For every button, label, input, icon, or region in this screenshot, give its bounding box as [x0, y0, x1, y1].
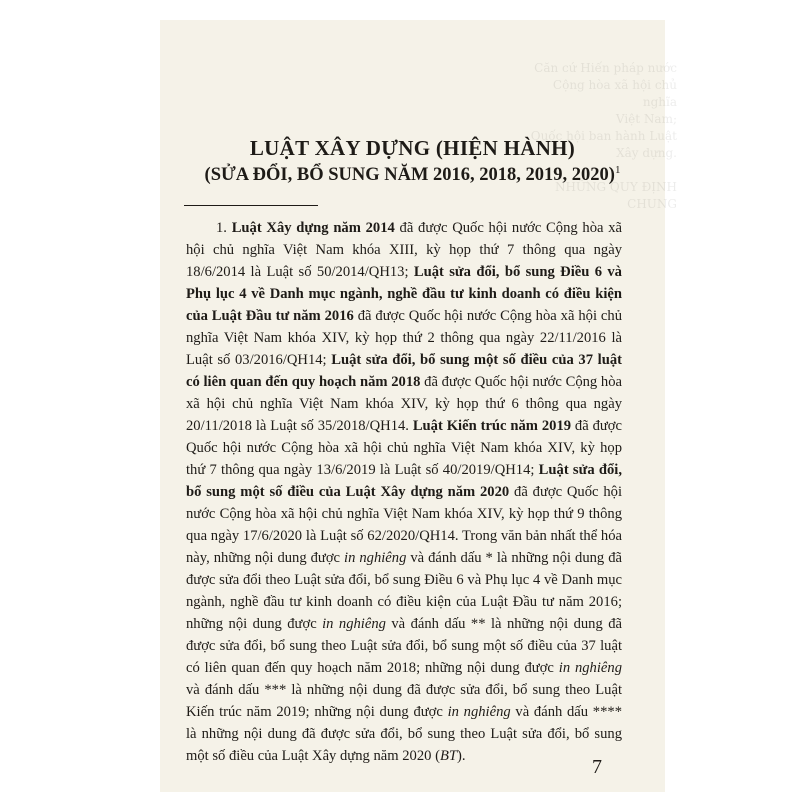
footnote-segment-bold: Luật sửa đổi, bổ sung một số điều của Luật Xây dựng năm 2020: [186, 462, 623, 500]
footnote-segment-normal: đã được Quốc hội nước Cộng hòa xã hội chủ nghĩa Việt Nam khóa XIV, kỳ họp thứ 2 thông qua ngày 22/11/2016 là Luật số 03/2016/QH14;: [186, 308, 622, 368]
footnote-segment-normal: và đánh dấu **** là những nội dung đã được sửa đổi, bổ sung theo Luật sửa đổi, bổ sung một số điều của Luật Xây dựng năm 2020 (: [186, 704, 622, 764]
page-subtitle: [160, 165, 665, 186]
footnote-segment-normal: và đánh dấu * là những nội dung đã được sửa đổi theo Luật sửa đổi, bổ sung Điều 6 và Phụ lục 4 về Danh mục ngành, nghề đầu tư kinh doanh có điều kiện của Luật Đầu tư năm 2016; những nội dung được: [186, 550, 622, 632]
footnote-segment-normal: đã được Quốc hội nước Cộng hòa xã hội chủ nghĩa Việt Nam khóa XIV, kỳ họp thứ 7 thông qua ngày 13/6/2019 là Luật số 40/2019/QH14;: [186, 418, 622, 478]
footnote-segment-bold: Luật Xây dựng năm 2014: [231, 220, 395, 236]
footnote-marker: 1: [614, 163, 621, 176]
page-subtitle-text: (SỬA ĐỔI, BỔ SUNG NĂM 2016, 2018, 2019, 2020): [204, 165, 615, 185]
footnote-segment-italic: in nghiêng: [558, 660, 622, 676]
footnote-segment-normal: và đánh dấu ** là những nội dung đã được sửa đổi, bổ sung theo Luật sửa đổi, bổ sung một số điều của 37 luật có liên quan đến quy hoạch năm 2018; những nội dung được: [186, 616, 622, 676]
page-title: LUẬT XÂY DỰNG (HIỆN HÀNH): [249, 136, 576, 160]
footnote-segment-italic: in nghiêng: [322, 616, 386, 632]
book-page: [160, 20, 677, 792]
footnote-segment-italic: in nghiêng: [447, 704, 511, 720]
footnote-segment-bold: Luật sửa đổi, bổ sung một số điều của 37 luật có liên quan đến quy hoạch năm 2018: [186, 352, 622, 390]
footnote-number: 1.: [216, 220, 227, 236]
footnote-separator: [184, 205, 318, 206]
footnote-segment-bold: Luật sửa đổi, bổ sung Điều 6 và Phụ lục 4 về Danh mục ngành, nghề đầu tư kinh doanh có điều kiện của Luật Đầu tư năm 2016: [186, 264, 622, 324]
footnote-segment-bold: Luật Kiến trúc năm 2019: [412, 418, 572, 434]
footnote-segment-italic: in nghiêng: [344, 550, 407, 566]
footnote-segment-normal: đã được Quốc hội nước Cộng hòa xã hội chủ nghĩa Việt Nam khóa XIII, kỳ họp thứ 7 thông qua ngày 18/6/2014 là Luật số 50/2014/QH13;: [186, 220, 622, 280]
footnote-segment-normal: ).: [456, 748, 466, 764]
page-number: 7: [592, 756, 602, 778]
footnote-segment-normal: đã được Quốc hội nước Cộng hòa xã hội chủ nghĩa Việt Nam khóa XIV, kỳ họp thứ 6 thông qua ngày 20/11/2018 là Luật số 35/2018/QH14.: [186, 374, 622, 434]
footnote-text: [186, 217, 622, 767]
footnote-segment-normal: đã được Quốc hội nước Cộng hòa xã hội chủ nghĩa Việt Nam khóa XIV, kỳ họp thứ 9 thông qua ngày 17/6/2020 là Luật số 62/2020/QH14. Trong văn bản nhất thể hóa này, những nội dung được: [186, 484, 622, 566]
footnote-segment-normal: và đánh dấu *** là những nội dung đã được sửa đổi, bổ sung theo Luật Kiến trúc năm 2019; những nội dung được: [186, 682, 622, 720]
bleed-through-text: Căn cứ Hiến pháp nước Cộng hòa xã hội chủ nghĩa Việt Nam; Quốc hội ban hành Luật Xây dựng. NHỮNG QUY ĐỊNH CHUNG: [530, 61, 677, 211]
footnote-segment-italic: BT: [439, 748, 457, 764]
